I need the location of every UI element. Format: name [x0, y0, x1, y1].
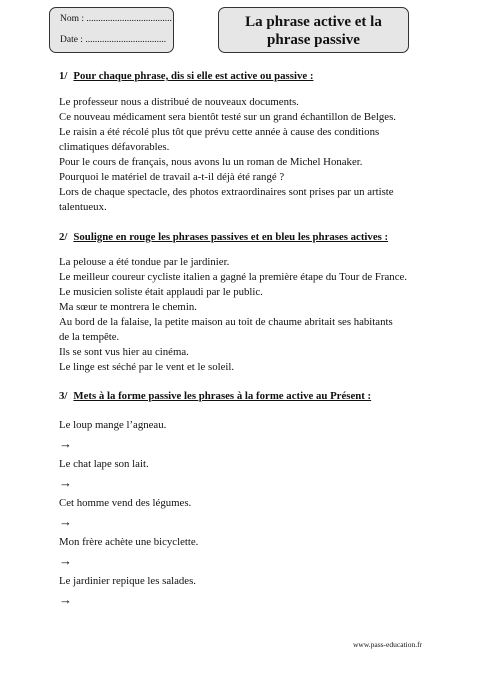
section-1-heading [59, 70, 313, 82]
sentence: Le professeur nous a distribué de nouveaux documents. [59, 96, 299, 108]
section-3-number: 3/ [59, 390, 68, 402]
section-1-instruction: Pour chaque phrase, dis si elle est active ou passive : [73, 70, 314, 82]
sentence: Le raisin a été récolé plus tôt que prévu cette année à cause des conditions [59, 126, 380, 138]
sentence: Ils se sont vus hier au cinéma. [59, 346, 189, 358]
sentence: Lors de chaque spectacle, des photos extraordinaires sont prises par un artiste [59, 186, 394, 198]
exercise-sentence: Cet homme vend des légumes. [59, 497, 192, 509]
sentence: La pelouse a été tondue par le jardinier. [59, 256, 230, 268]
sentence: Ma sœur te montrera le chemin. [59, 301, 197, 313]
sentence: Pour le cours de français, nous avons lu un roman de Michel Honaker. [59, 156, 363, 168]
sentence: de la tempête. [59, 331, 120, 343]
sentence: Le meilleur coureur cycliste italien a gagné la première étape du Tour de France. [59, 271, 407, 283]
title-line-2: phrase passive [267, 32, 360, 48]
sentence: Au bord de la falaise, la petite maison au toit de chaume abritait ses habitants [59, 316, 393, 328]
date-field[interactable]: Date : .................................. [60, 35, 167, 45]
arrow-icon: → [59, 592, 72, 607]
exercise-sentence: Mon frère achète une bicyclette. [59, 536, 199, 548]
footer-url: www.pass-education.fr [353, 640, 423, 649]
section-2-heading [59, 231, 388, 243]
section-2-sentences [59, 255, 407, 375]
arrow-icon: → [59, 553, 72, 568]
section-3-heading [59, 390, 371, 402]
title-line-1: La phrase active et la [245, 14, 382, 30]
arrow-icon: → [59, 436, 72, 451]
sentence: Le linge est séché par le vent et le soleil. [59, 361, 235, 373]
section-1-sentences [59, 95, 396, 215]
name-date-box [49, 7, 174, 53]
section-2-number: 2/ [59, 231, 68, 243]
section-3-instruction: Mets à la forme passive les phrases à la forme active au Présent : [73, 390, 372, 402]
name-field[interactable]: Nom : .................................... [60, 14, 172, 24]
arrow-icon: → [59, 475, 72, 490]
sentence: climatiques défavorables. [59, 141, 170, 153]
sentence: Pourquoi le matériel de travail a-t-il déjà été rangé ? [59, 171, 285, 183]
arrow-icon: → [59, 514, 72, 529]
exercise-sentence: Le chat lape son lait. [59, 458, 149, 470]
sentence: talentueux. [59, 201, 107, 213]
section-1-number: 1/ [59, 70, 68, 82]
page-title [218, 7, 409, 53]
sentence: Le musicien soliste était applaudi par le public. [59, 286, 263, 298]
exercise-sentence: Le jardinier repique les salades. [59, 575, 197, 587]
exercise-sentence: Le loup mange l’agneau. [59, 419, 167, 431]
sentence: Ce nouveau médicament sera bientôt testé sur un grand échantillon de Belges. [59, 111, 396, 123]
section-2-instruction: Souligne en rouge les phrases passives et en bleu les phrases actives : [73, 231, 389, 243]
